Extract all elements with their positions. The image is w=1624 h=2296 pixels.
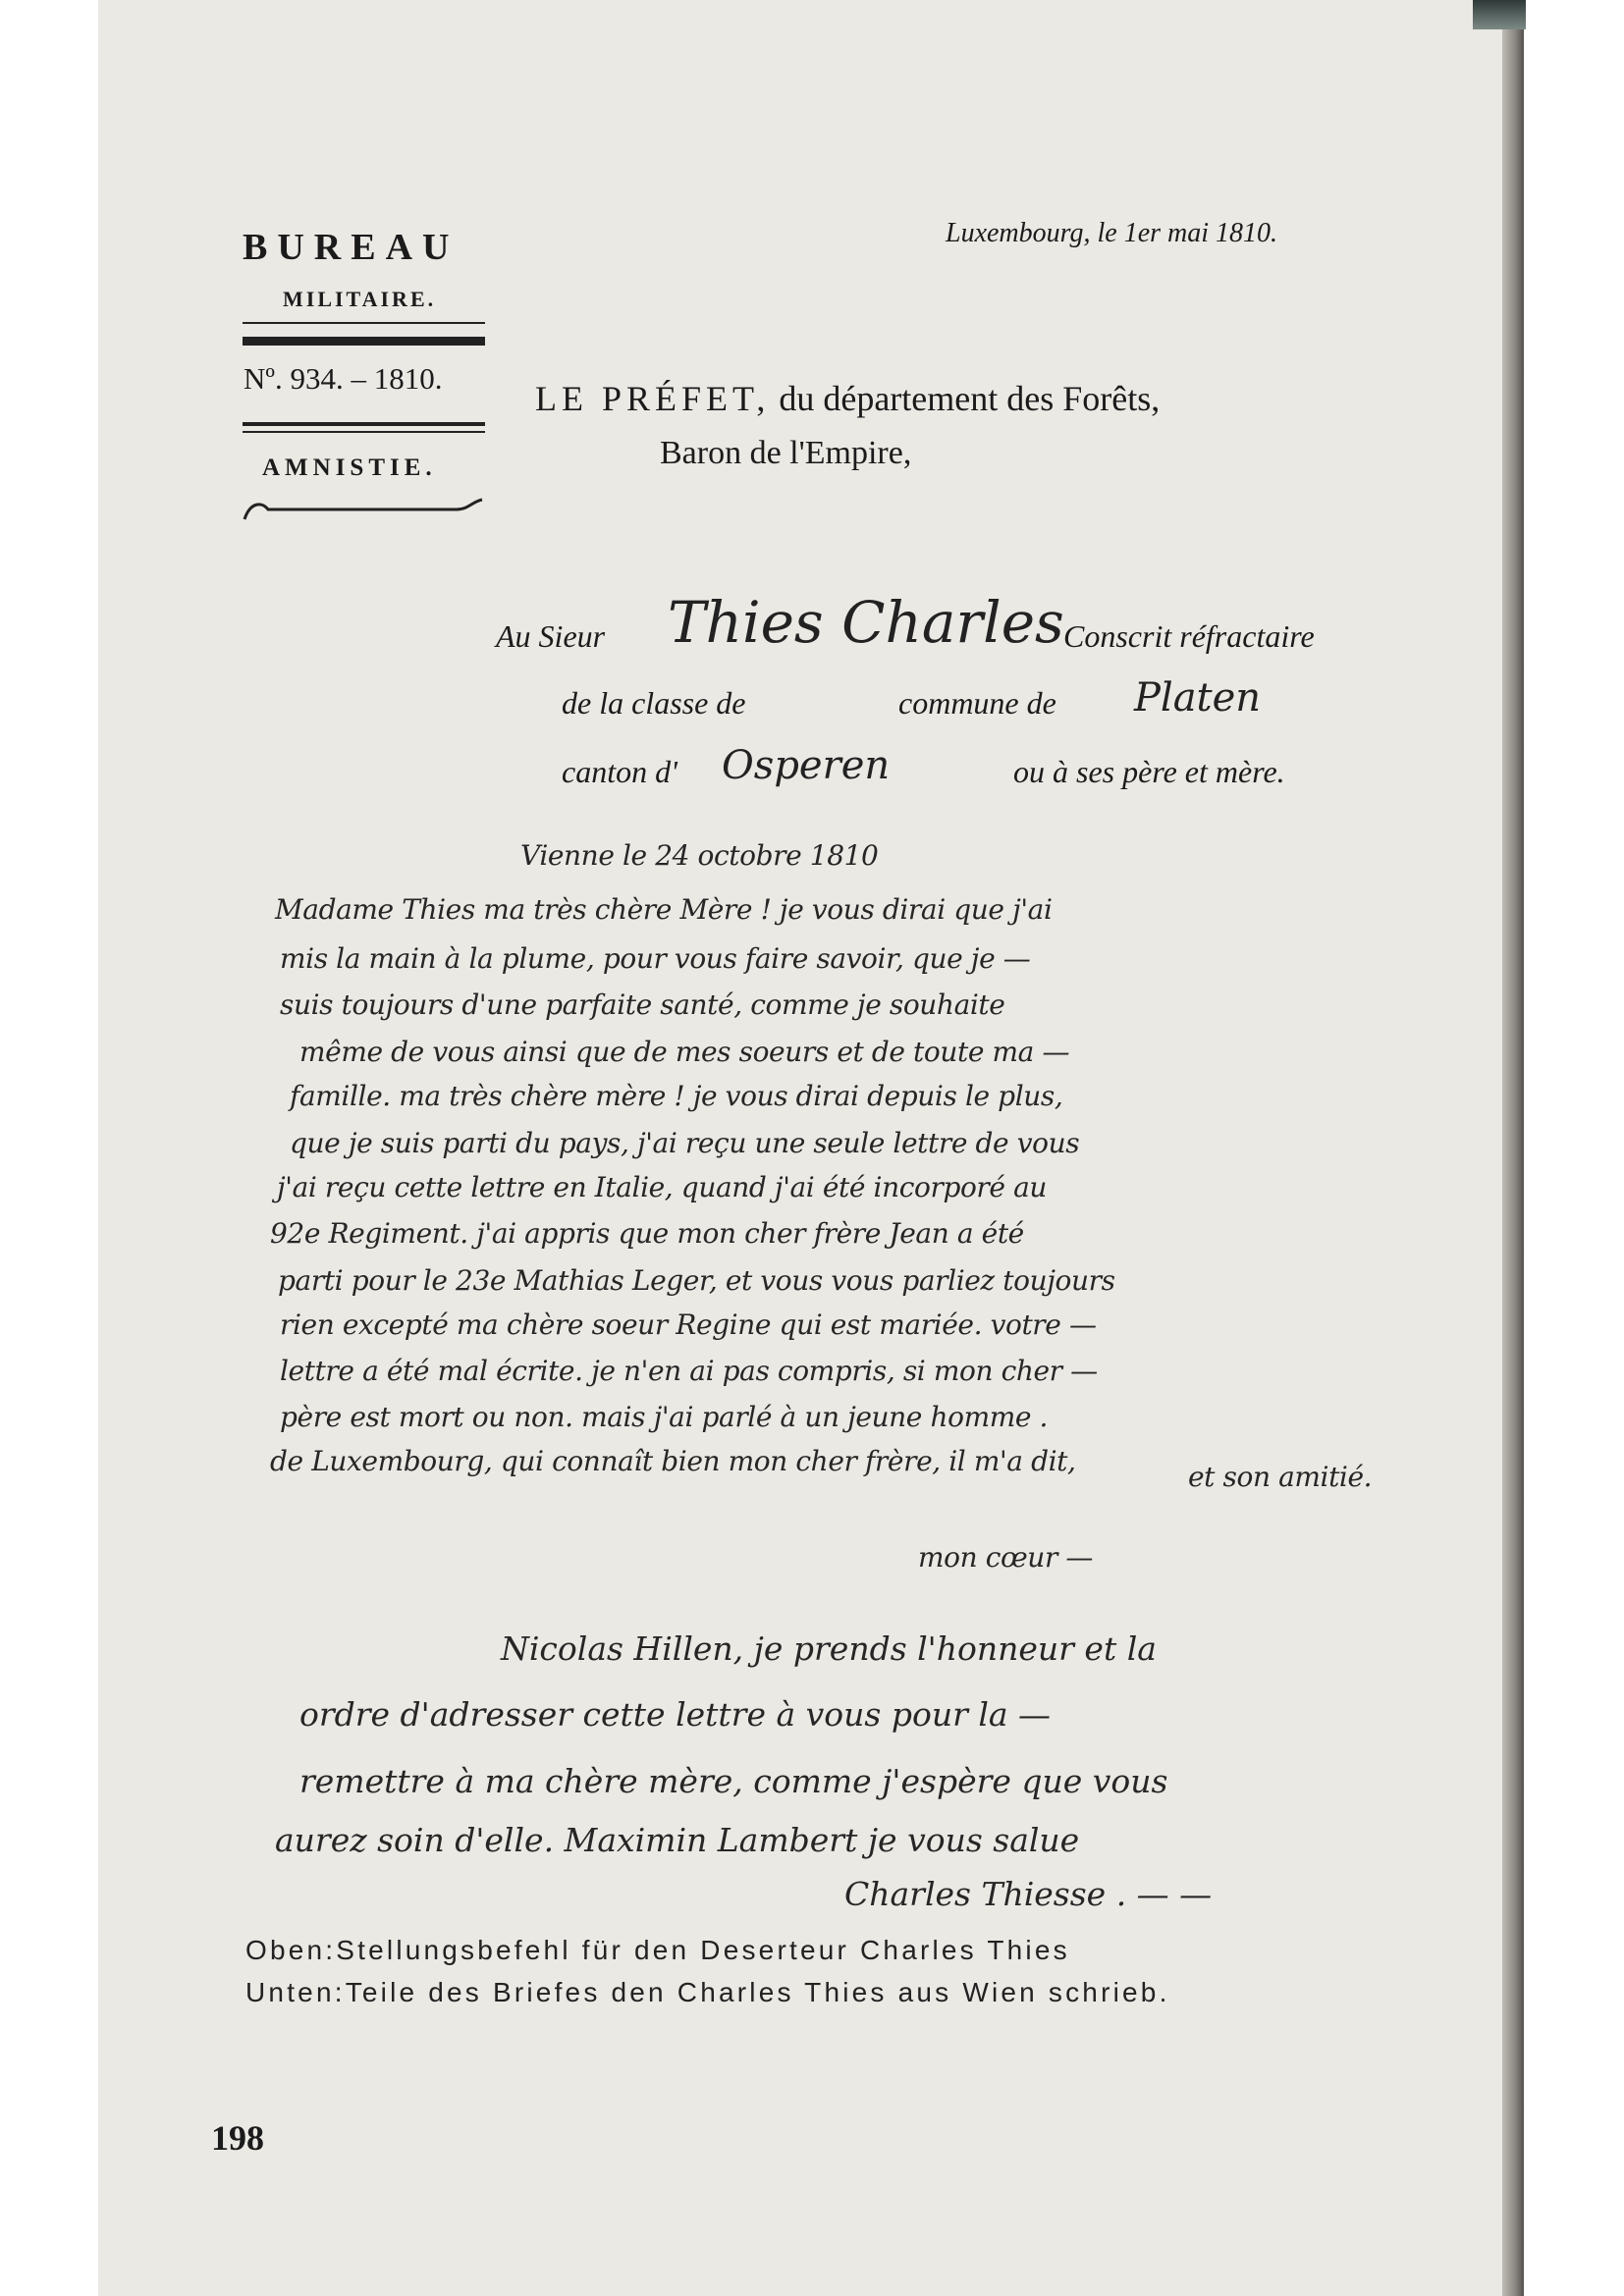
prefet-title	[535, 378, 1160, 419]
baron-line: Baron de l'Empire,	[660, 435, 912, 471]
conscrit-label: Conscrit réfractaire	[1063, 618, 1315, 654]
page-edge-shadow	[1502, 0, 1524, 2296]
letter-line: parti pour le 23e Mathias Leger, et vous vous parliez toujours	[278, 1264, 1115, 1297]
bureau-subtitle: MILITAIRE.	[283, 287, 437, 311]
prefet-department: du département des Forêts,	[779, 379, 1161, 418]
letter-line: père est mort ou non. mais j'ai parlé à un jeune homme .	[280, 1401, 1049, 1433]
au-sieur-label: Au Sieur	[496, 618, 606, 654]
canton-label: canton d'	[562, 754, 677, 789]
background-corner	[1473, 0, 1526, 29]
letter-signature: Charles Thiesse . — —	[844, 1875, 1213, 1913]
amnistie-label: AMNISTIE.	[262, 454, 437, 481]
letter-line: Madame Thies ma très chère Mère ! je vous dirai que j'ai	[275, 893, 1053, 926]
letter-line: remettre à ma chère mère, comme j'espère que vous	[299, 1762, 1168, 1800]
letter-line: ordre d'adresser cette lettre à vous pour la —	[299, 1695, 1052, 1734]
letter-line: même de vous ainsi que de mes soeurs et de toute ma —	[299, 1036, 1070, 1068]
classe-label: de la classe de	[562, 685, 746, 721]
handwritten-name: Thies Charles	[668, 589, 1064, 656]
prefet-caps: LE PRÉFET,	[535, 379, 771, 418]
order-number: Nº. 934. – 1810.	[244, 361, 443, 396]
bureau-title: BUREAU	[243, 227, 460, 268]
divider-rule	[243, 431, 485, 433]
letter-line: Nicolas Hillen, je prends l'honneur et la	[501, 1629, 1157, 1668]
letter-line: Vienne le 24 octobre 1810	[520, 839, 879, 872]
handwritten-commune: Platen	[1134, 675, 1262, 721]
letter-line: rien excepté ma chère soeur Regine qui est mariée. votre —	[280, 1308, 1097, 1341]
letter-line: de Luxembourg, qui connaît bien mon cher frère, il m'a dit,	[270, 1445, 1076, 1477]
divider-rule	[243, 422, 485, 426]
page-number: 198	[211, 2118, 264, 2158]
letter-line: que je suis parti du pays, j'ai reçu une seule lettre de vous	[290, 1127, 1080, 1159]
letter-line: et son amitié.	[1188, 1461, 1373, 1493]
commune-label: commune de	[898, 685, 1056, 721]
letter-line: famille. ma très chère mère ! je vous dirai depuis le plus,	[290, 1080, 1063, 1112]
letter-line: mis la main à la plume, pour vous faire savoir, que je —	[280, 942, 1031, 975]
parents-label: ou à ses père et mère.	[1013, 754, 1285, 789]
letter-line: 92e Regiment. j'ai appris que mon cher frère Jean a été	[270, 1217, 1024, 1250]
dateline: Luxembourg, le 1er mai 1810.	[946, 218, 1278, 248]
letter-line: lettre a été mal écrite. je n'en ai pas compris, si mon cher —	[280, 1355, 1098, 1387]
letter-fragment: mon cœur —	[918, 1541, 1094, 1574]
decorative-flourish	[241, 496, 491, 525]
caption-line-2: Unten:Teile des Briefes den Charles Thies aus Wien schrieb.	[245, 1977, 1170, 2007]
letter-line: aurez soin d'elle. Maximin Lambert je vous salue	[275, 1821, 1080, 1859]
divider-rule-thick	[243, 337, 485, 346]
handwritten-canton: Osperen	[722, 743, 891, 788]
divider-rule	[243, 322, 485, 324]
caption-line-1: Oben:Stellungsbefehl für den Deserteur Charles Thies	[245, 1935, 1070, 1965]
letter-line: suis toujours d'une parfaite santé, comme je souhaite	[280, 988, 1005, 1021]
letter-line: j'ai reçu cette lettre en Italie, quand j'ai été incorporé au	[277, 1171, 1048, 1203]
